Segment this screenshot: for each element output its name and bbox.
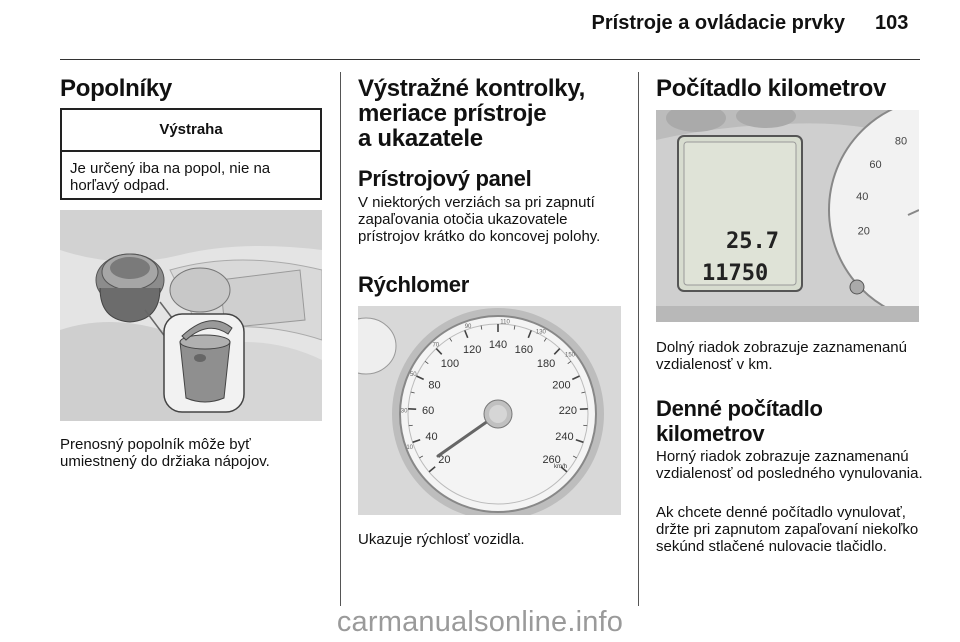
trip-heading-line-1: Denné počítadlo <box>656 396 823 421</box>
trip-heading-line-2: kilometrov <box>656 421 765 446</box>
heading-line-1: Výstražné kontrolky, <box>358 75 585 102</box>
lcd-odo-readout: 11750 <box>702 261 769 286</box>
speedo-tick-label: 180 <box>536 358 556 371</box>
section-heading-instruments <box>358 76 628 151</box>
section-heading-ashtrays: Popolníky <box>60 75 172 102</box>
speedo-outer-label: 110 <box>500 319 510 326</box>
speedo-outer-label: 90 <box>464 323 472 330</box>
heading-line-2: meriace prístroje <box>358 100 547 127</box>
speedo-unit-label: km/h <box>554 464 568 470</box>
speedo-tick-label: 260 <box>542 453 561 466</box>
column-divider-2 <box>638 72 639 606</box>
column-divider-1 <box>340 72 341 606</box>
speedo-outer-label: 130 <box>535 329 546 336</box>
heading-line-3: a ukazatele <box>358 125 483 152</box>
warning-title: Výstraha <box>62 110 320 152</box>
speedo-outer-label: 70 <box>432 342 440 349</box>
section-heading-odometer: Počítadlo kilometrov <box>656 75 887 102</box>
odometer-illustration <box>656 110 919 322</box>
speedometer-illustration <box>358 306 621 515</box>
gauge-tick-label: 40 <box>856 191 869 204</box>
speedo-tick-label: 40 <box>425 431 438 444</box>
odometer-caption: Dolný riadok zobrazuje zaznamenanú vzdialenosť v km. <box>656 339 907 373</box>
watermark: carmanualsonline.info <box>336 606 624 638</box>
gauge-tick-label: 20 <box>857 225 870 238</box>
subheading-speedometer: Rýchlomer <box>358 272 470 297</box>
gauge-tick-label: 60 <box>869 159 882 172</box>
speedo-tick-label: 140 <box>488 339 508 351</box>
ashtray-illustration <box>60 210 322 421</box>
speedo-tick-mark <box>409 425 413 426</box>
speedometer-caption: Ukazuje rýchlosť vozidla. <box>358 531 525 548</box>
instrument-panel-intro: V niektorých verziách sa pri zapnutí zapaľovania otočia ukazovatele prístrojov krátko do koncovej polohy. <box>358 194 601 245</box>
speedo-tick-label: 100 <box>440 358 460 371</box>
speedo-tick-label: 200 <box>552 379 571 392</box>
speedo-tick-label: 160 <box>514 343 534 356</box>
subheading-trip-odometer <box>656 396 926 446</box>
warning-text: Je určený iba na popol, nie na horľavý odpad. <box>70 160 271 194</box>
speedo-tick-mark <box>583 425 587 426</box>
warning-box <box>60 108 322 200</box>
gauge-tick-label: 80 <box>894 135 908 148</box>
speedo-outer-label: 150 <box>565 352 576 359</box>
lcd-trip-readout: 25.7 <box>726 229 779 254</box>
speedo-tick-label: 240 <box>555 431 574 444</box>
speedo-tick-label: 120 <box>462 343 482 356</box>
speedo-outer-label: 50 <box>409 372 417 379</box>
trip-text-2: Ak chcete denné počítadlo vynulovať, držte pri zapnutom zapaľovaní niekoľko sekúnd stlačené nulovacie tlačidlo. <box>656 504 919 555</box>
running-header-title: Prístroje a ovládacie prvky <box>591 12 845 34</box>
speedo-tick-label: 220 <box>558 404 578 417</box>
speedo-outer-label: 10 <box>406 445 414 452</box>
speedo-tick-label: 80 <box>428 379 441 392</box>
speedo-tick-label: 60 <box>421 404 435 417</box>
trip-text-1: Horný riadok zobrazuje zaznamenanú vzdialenosť od posledného vynulovania. <box>656 448 923 482</box>
speedo-outer-label: 30 <box>400 408 408 415</box>
page-number: 103 <box>875 12 909 34</box>
header-divider <box>60 59 920 60</box>
subheading-instrument-panel: Prístrojový panel <box>358 166 532 191</box>
speedo-tick-label: 20 <box>438 453 451 466</box>
ashtray-caption: Prenosný popolník môže byť umiestnený do držiaka nápojov. <box>60 436 270 470</box>
